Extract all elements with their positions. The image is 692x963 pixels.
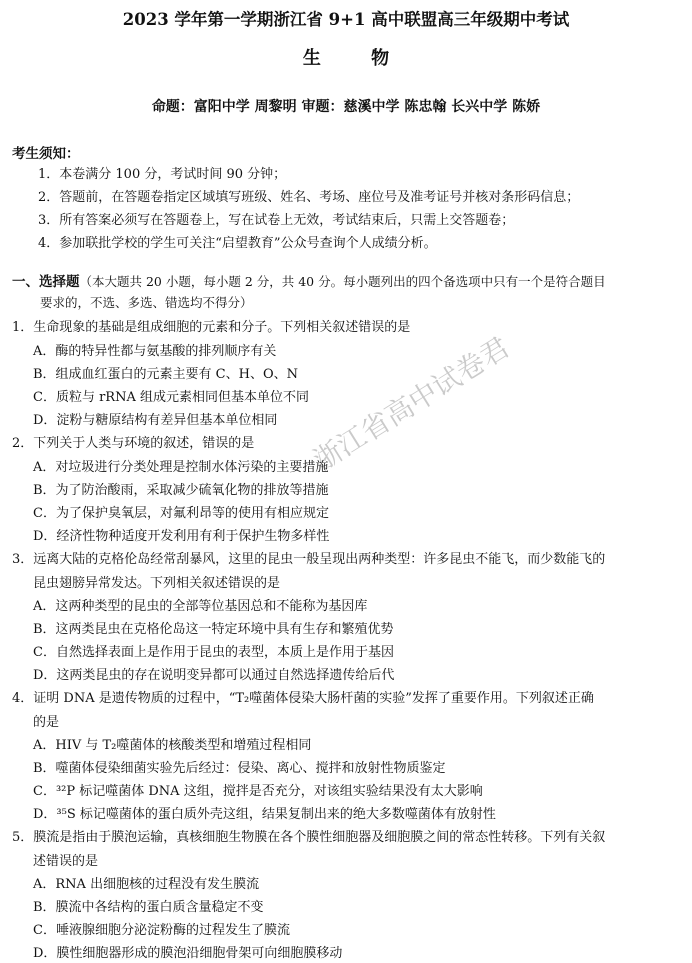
option: B．膜流中各结构的蛋白质含量稳定不变 bbox=[33, 900, 264, 915]
option: D．膜性细胞器形成的膜泡沿细胞骨架可向细胞膜移动 bbox=[33, 946, 343, 961]
section-heading: 一、选择题 bbox=[12, 274, 80, 290]
notice-item: 4．参加联批学校的学生可关注“启望教育”公众号查询个人成绩分析。 bbox=[38, 236, 437, 251]
question-stem: 5．膜流是指由于膜泡运输，真核细胞生物膜在各个膜性细胞器及细胞膜之间的常态性转移。下列有关叙 bbox=[12, 830, 606, 845]
notice-item: 2．答题前，在答题卷指定区域填写班级、姓名、考场、座位号及准考证号并核对条形码信息； bbox=[38, 190, 580, 205]
option: D．淀粉与糖原结构有差异但基本单位相同 bbox=[33, 413, 278, 428]
question-stem: 1．生命现象的基础是组成细胞的元素和分子。下列相关叙述错误的是 bbox=[12, 320, 411, 335]
notice-heading: 考生须知： bbox=[12, 146, 80, 162]
question-stem: 2．下列关于人类与环境的叙述，错误的是 bbox=[12, 436, 255, 451]
option: A．对垃圾进行分类处理是控制水体污染的主要措施 bbox=[33, 460, 329, 475]
option: C．³²P 标记噬菌体 DNA 这组，搅拌是否充分，对该组实验结果没有太大影响 bbox=[33, 784, 483, 799]
option: C．自然选择表面上是作用于昆虫的表型，本质上是作用于基因 bbox=[33, 645, 394, 660]
section-desc: （本大题共 20 小题，每小题 2 分，共 40 分。每小题列出的四个备选项中只有一个是符合题目 bbox=[79, 274, 606, 289]
question-stem: 3．远离大陆的克格伦岛经常刮暴风，这里的昆虫一般呈现出两种类型：许多昆虫不能飞，而少数能飞的 bbox=[12, 552, 606, 567]
question-stem: 4．证明 DNA 是遗传物质的过程中，“T₂噬菌体侵染大肠杆菌的实验”发挥了重要作用。下列叙述正确 bbox=[12, 691, 594, 706]
notice-item: 3．所有答案必须写在答题卷上，写在试卷上无效，考试结束后，只需上交答题卷； bbox=[38, 213, 515, 228]
option: D．³⁵S 标记噬菌体的蛋白质外壳这组，结果复制出来的绝大多数噬菌体有放射性 bbox=[33, 807, 496, 822]
option: B．这两类昆虫在克格伦岛这一特定环境中具有生存和繁殖优势 bbox=[33, 622, 394, 637]
question-stem-cont: 述错误的是 bbox=[33, 854, 99, 869]
option: D．这两类昆虫的存在说明变异都可以通过自然选择遗传给后代 bbox=[33, 668, 395, 683]
option: A．酶的特异性都与氨基酸的排列顺序有关 bbox=[33, 344, 277, 359]
section-header bbox=[12, 270, 606, 290]
option: B．为了防治酸雨，采取减少硫氧化物的排放等措施 bbox=[33, 483, 329, 498]
option: A．这两种类型的昆虫的全部等位基因总和不能称为基因库 bbox=[33, 599, 368, 614]
option: D．经济性物种适度开发利用有利于保护生物多样性 bbox=[33, 529, 330, 544]
option: B．组成血红蛋白的元素主要有 C、H、O、N bbox=[33, 367, 299, 382]
option: B．噬菌体侵染细菌实验先后经过：侵染、离心、搅拌和放射性物质鉴定 bbox=[33, 761, 446, 776]
question-stem-cont: 昆虫翅膀异常发达。下列相关叙述错误的是 bbox=[33, 576, 281, 591]
option: A．HIV 与 T₂噬菌体的核酸类型和增殖过程相同 bbox=[33, 738, 312, 753]
subject-title: 生 物 bbox=[302, 48, 412, 69]
exam-title: 2023 学年第一学期浙江省 9+1 高中联盟高三年级期中考试 bbox=[122, 10, 570, 29]
option: C．为了保护臭氧层，对氟利昂等的使用有相应规定 bbox=[33, 506, 329, 521]
option: C．唾液腺细胞分泌淀粉酶的过程发生了膜流 bbox=[33, 923, 290, 938]
authors-line: 命题：富阳中学 周黎明 审题：慈溪中学 陈忠翰 长兴中学 陈娇 bbox=[151, 99, 541, 115]
section-desc-cont: 要求的，不选、多选、错选均不得分） bbox=[40, 295, 253, 310]
watermark: 浙江省高中试卷君 bbox=[307, 330, 516, 478]
question-stem-cont: 的是 bbox=[33, 715, 60, 730]
option: C．质粒与 rRNA 组成元素相同但基本单位不同 bbox=[33, 390, 309, 405]
notice-item: 1．本卷满分 100 分，考试时间 90 分钟； bbox=[38, 167, 287, 182]
option: A．RNA 出细胞核的过程没有发生膜流 bbox=[33, 877, 260, 892]
